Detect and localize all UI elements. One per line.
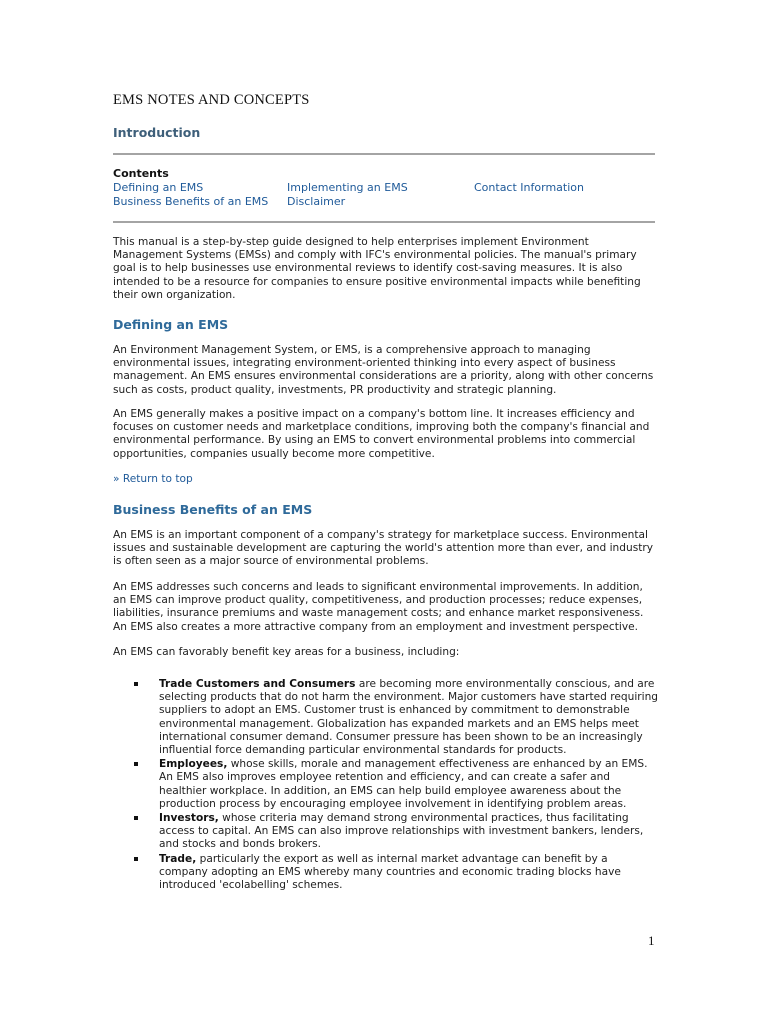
document-title: EMS NOTES AND CONCEPTS [113, 92, 310, 108]
bullet-term: Trade, [159, 852, 197, 865]
bullet-icon [134, 857, 138, 861]
benefits-paragraph-1: An EMS is an important component of a company's strategy for marketplace success. Environmental issues and sustainable development are capturing the world's attention more than ever, and industry is often seen as a major source of environmental problems. [113, 529, 654, 568]
intro-paragraph: This manual is a step-by-step guide designed to help enterprises implement Environment Management Systems (EMSs) and comply with IFC's environmental policies. The manual's primary goal is to help businesses use environmental reviews to identify cost-saving measures. It is also intended to be a resource for companies to ensure positive environmental impacts while benefiting their own organization. [113, 236, 641, 301]
benefits-paragraph-3: An EMS can favorably benefit key areas for a business, including: [113, 646, 460, 658]
defining-paragraph-2: An EMS generally makes a positive impact on a company's bottom line. It increases efficiency and focuses on customer needs and marketplace conditions, improving both the company's financial and environmental performance. By using an EMS to convert environmental problems into commercial opportunities, companies usually become more competitive. [113, 408, 650, 460]
bullet-icon [134, 816, 138, 820]
bullet-text: are becoming more environmentally conscious, and are selecting products that do not harm the environment. Major customers have started requiring suppliers to adopt an EMS. Customer trust is enhanced by commitment to demonstrable environmental management. Globalization has expanded markets and an EMS helps meet international consumer demand. Consumer pressure has been shown to be an increasingly influential force demanding particular environmental standards for products. [159, 678, 659, 757]
bullet-term: Trade Customers and Consumers [159, 678, 356, 690]
bullet-term: Investors, [159, 812, 219, 825]
bullet-term: Employees, [159, 758, 228, 771]
bullet-text: whose criteria may demand strong environmental practices, thus facilitating access to capital. An EMS can also improve relationships with investment bankers, lenders, and stocks and bonds brokers. [159, 812, 644, 851]
business-benefits-heading: Business Benefits of an EMS [113, 502, 313, 517]
toc-link-business-benefits[interactable]: Business Benefits of an EMS [113, 195, 269, 208]
contents-label: Contents [113, 167, 169, 180]
top-divider [113, 153, 655, 155]
page-number: 1 [648, 933, 655, 948]
defining-heading: Defining an EMS [113, 317, 229, 332]
toc-link-implementing[interactable]: Implementing an EMS [287, 181, 408, 194]
list-item [113, 758, 658, 811]
toc-link-contact[interactable]: Contact Information [474, 181, 584, 194]
bullet-text: whose skills, morale and management effectiveness are enhanced by an EMS. An EMS also improves employee retention and efficiency, and can create a safer and healthier workplace. In addition, an EMS can help build employee awareness about the production process by encouraging employee involvement in identifying problem areas. [159, 758, 648, 810]
introduction-heading: Introduction [113, 125, 201, 140]
bullet-icon [134, 682, 138, 686]
defining-paragraph-1: An Environment Management System, or EMS, is a comprehensive approach to managing environmental issues, integrating environment-oriented thinking into every aspect of business management. An EMS ensures environmental considerations are a priority, along with other concerns such as costs, product quality, investments, PR productivity and strategic planning. [113, 344, 654, 396]
bullet-text: particularly the export as well as internal market advantage can benefit by a company adopting an EMS whereby many countries and economic trading blocks have introduced 'ecolabelling' schemes. [159, 852, 621, 892]
benefits-paragraph-2: An EMS addresses such concerns and leads to significant environmental improvements. In addition, an EMS can improve product quality, competitiveness, and production processes; reduce expenses, liabilities, insurance premiums and waste management costs; and enhance market responsiveness. An EMS also creates a more attractive company from an employment and investment perspective. [113, 581, 644, 633]
list-item [113, 853, 658, 893]
list-item [113, 678, 658, 757]
return-to-top-link[interactable]: » Return to top [113, 473, 193, 485]
benefits-list [113, 678, 658, 893]
bullet-icon [134, 762, 138, 766]
bottom-divider [113, 221, 655, 223]
toc-link-disclaimer[interactable]: Disclaimer [287, 195, 346, 208]
list-item [113, 812, 658, 852]
toc-link-defining[interactable]: Defining an EMS [113, 181, 204, 194]
